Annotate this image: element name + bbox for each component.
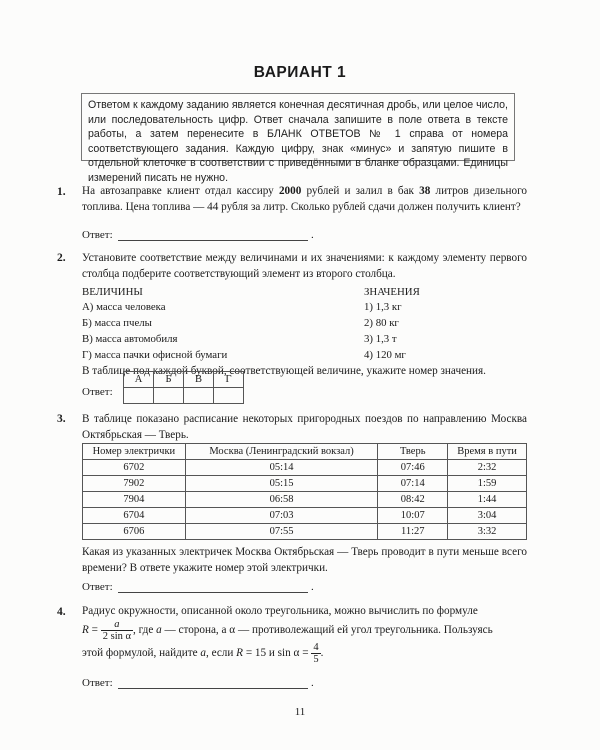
table-cell: 07:14 <box>378 476 448 492</box>
q1-text: На автозаправке клиент отдал кассиру 2000 рублей и залил в бак 38 литров дизельного топлива. Цена топлива — 44 рубля за литр. Сколько рублей сдачи должен получить клиент? <box>82 185 527 213</box>
page-number: 11 <box>294 706 306 718</box>
answer-cell[interactable] <box>154 388 184 404</box>
table-cell: 7902 <box>83 476 186 492</box>
table-cell: 10:07 <box>378 508 448 524</box>
q3-answer-label: Ответ: <box>82 581 113 593</box>
table-cell: 07:55 <box>185 524 378 540</box>
q1-answer-field[interactable] <box>118 240 308 241</box>
table-row <box>83 460 527 476</box>
answer-cell[interactable] <box>214 388 244 404</box>
q4-answer-dot: . <box>311 677 314 689</box>
table-row <box>83 524 527 540</box>
q2-answer-table <box>123 371 244 404</box>
table-cell: 08:42 <box>378 492 448 508</box>
table-header: Москва (Ленинградский вокзал) <box>185 444 378 460</box>
table-row <box>83 508 527 524</box>
table-cell: 2:32 <box>448 460 527 476</box>
q1-answer-label: Ответ: <box>82 229 113 241</box>
answer-cell[interactable] <box>124 388 154 404</box>
instructions-box: Ответом к каждому заданию является конечная десятичная дробь, или целое число, или последовательность цифр. Ответ сначала запишите в поле ответа в тексте работы, а затем перенесите в БЛАНК ОТВЕТОВ № 1 справа от номера соответствующего задания. Каждую цифру, знак «минус» и запятую пишите в отдельной клеточке в соответствии с приведёнными в бланке образцами. Единицы измерений писать не нужно. <box>81 93 515 161</box>
letter-cell: А <box>124 372 154 388</box>
answer-cell[interactable] <box>184 388 214 404</box>
q4-number: 4. <box>57 606 66 618</box>
q2-instruction: В таблице под каждой буквой, соответствующей величине, укажите номер значения. <box>82 365 486 377</box>
q4-line1: Радиус окружности, описанной около треугольника, можно вычислить по формуле <box>82 605 478 617</box>
q4-answer-field[interactable] <box>118 688 308 689</box>
q2-right-item: 4) 120 мг <box>364 349 406 361</box>
q2-right-item: 1) 1,3 кг <box>364 301 402 313</box>
table-row <box>83 476 527 492</box>
q2-right-item: 3) 1,3 т <box>364 333 397 345</box>
letter-cell: Г <box>214 372 244 388</box>
table-cell: 3:32 <box>448 524 527 540</box>
schedule-table <box>82 443 527 540</box>
q2-answer-label: Ответ: <box>82 386 113 398</box>
table-header: Время в пути <box>448 444 527 460</box>
q2-text: Установите соответствие между величинами и их значениями: к каждому элементу первого столбца подберите соответствующий элемент из второго столбца. <box>82 252 527 280</box>
value-fraction: $\frac{4}{5}$ <box>313 642 319 665</box>
q3-text: В таблице показано расписание некоторых пригородных поездов по направлению Москва Октябрьская — Тверь. <box>82 413 527 441</box>
table-header: Тверь <box>378 444 448 460</box>
table-cell: 07:03 <box>185 508 378 524</box>
q2-left-item: Б) масса пчелы <box>82 317 152 329</box>
q2-left-item: А) масса человека <box>82 301 166 313</box>
q2-number: 2. <box>57 252 66 264</box>
q4-line3: этой формулой, найдите a, если R = 15 и sin α = $\frac{4}{5}$ . <box>82 642 324 665</box>
q2-left-item: В) масса автомобиля <box>82 333 178 345</box>
table-cell: 11:27 <box>378 524 448 540</box>
table-row <box>83 492 527 508</box>
q3-answer-dot: . <box>311 581 314 593</box>
table-cell: 1:44 <box>448 492 527 508</box>
q3-number: 3. <box>57 413 66 425</box>
page-title: ВАРИАНТ 1 <box>253 64 347 81</box>
table-cell: 6706 <box>83 524 186 540</box>
table-cell: 05:14 <box>185 460 378 476</box>
table-cell: 3:04 <box>448 508 527 524</box>
q3-question: Какая из указанных электричек Москва Октябрьская — Тверь проводит в пути меньше всего времени? В ответе укажите номер этой электрички. <box>82 546 527 574</box>
table-cell: 6702 <box>83 460 186 476</box>
table-cell: 1:59 <box>448 476 527 492</box>
q4-formula-line: R = $\frac{a}{\text{2 sin α}}$ , где a — сторона, а α — противолежащий ей угол треугольника. Пользуясь <box>82 619 493 642</box>
letter-cell: Б <box>154 372 184 388</box>
q2-right-header: ЗНАЧЕНИЯ <box>364 286 420 298</box>
q1-answer-dot: . <box>311 229 314 241</box>
q3-answer-field[interactable] <box>118 592 308 593</box>
table-cell: 6704 <box>83 508 186 524</box>
q1-number: 1. <box>57 186 66 198</box>
q2-left-item: Г) масса пачки офисной бумаги <box>82 349 228 361</box>
table-cell: 05:15 <box>185 476 378 492</box>
q2-right-item: 2) 80 кг <box>364 317 399 329</box>
q4-answer-label: Ответ: <box>82 677 113 689</box>
table-cell: 7904 <box>83 492 186 508</box>
formula-fraction: $\frac{a}{\text{2 sin α}}$ <box>102 619 132 642</box>
table-header: Номер электрички <box>83 444 186 460</box>
letter-cell: В <box>184 372 214 388</box>
table-cell: 07:46 <box>378 460 448 476</box>
q2-left-header: ВЕЛИЧИНЫ <box>82 286 143 298</box>
table-cell: 06:58 <box>185 492 378 508</box>
